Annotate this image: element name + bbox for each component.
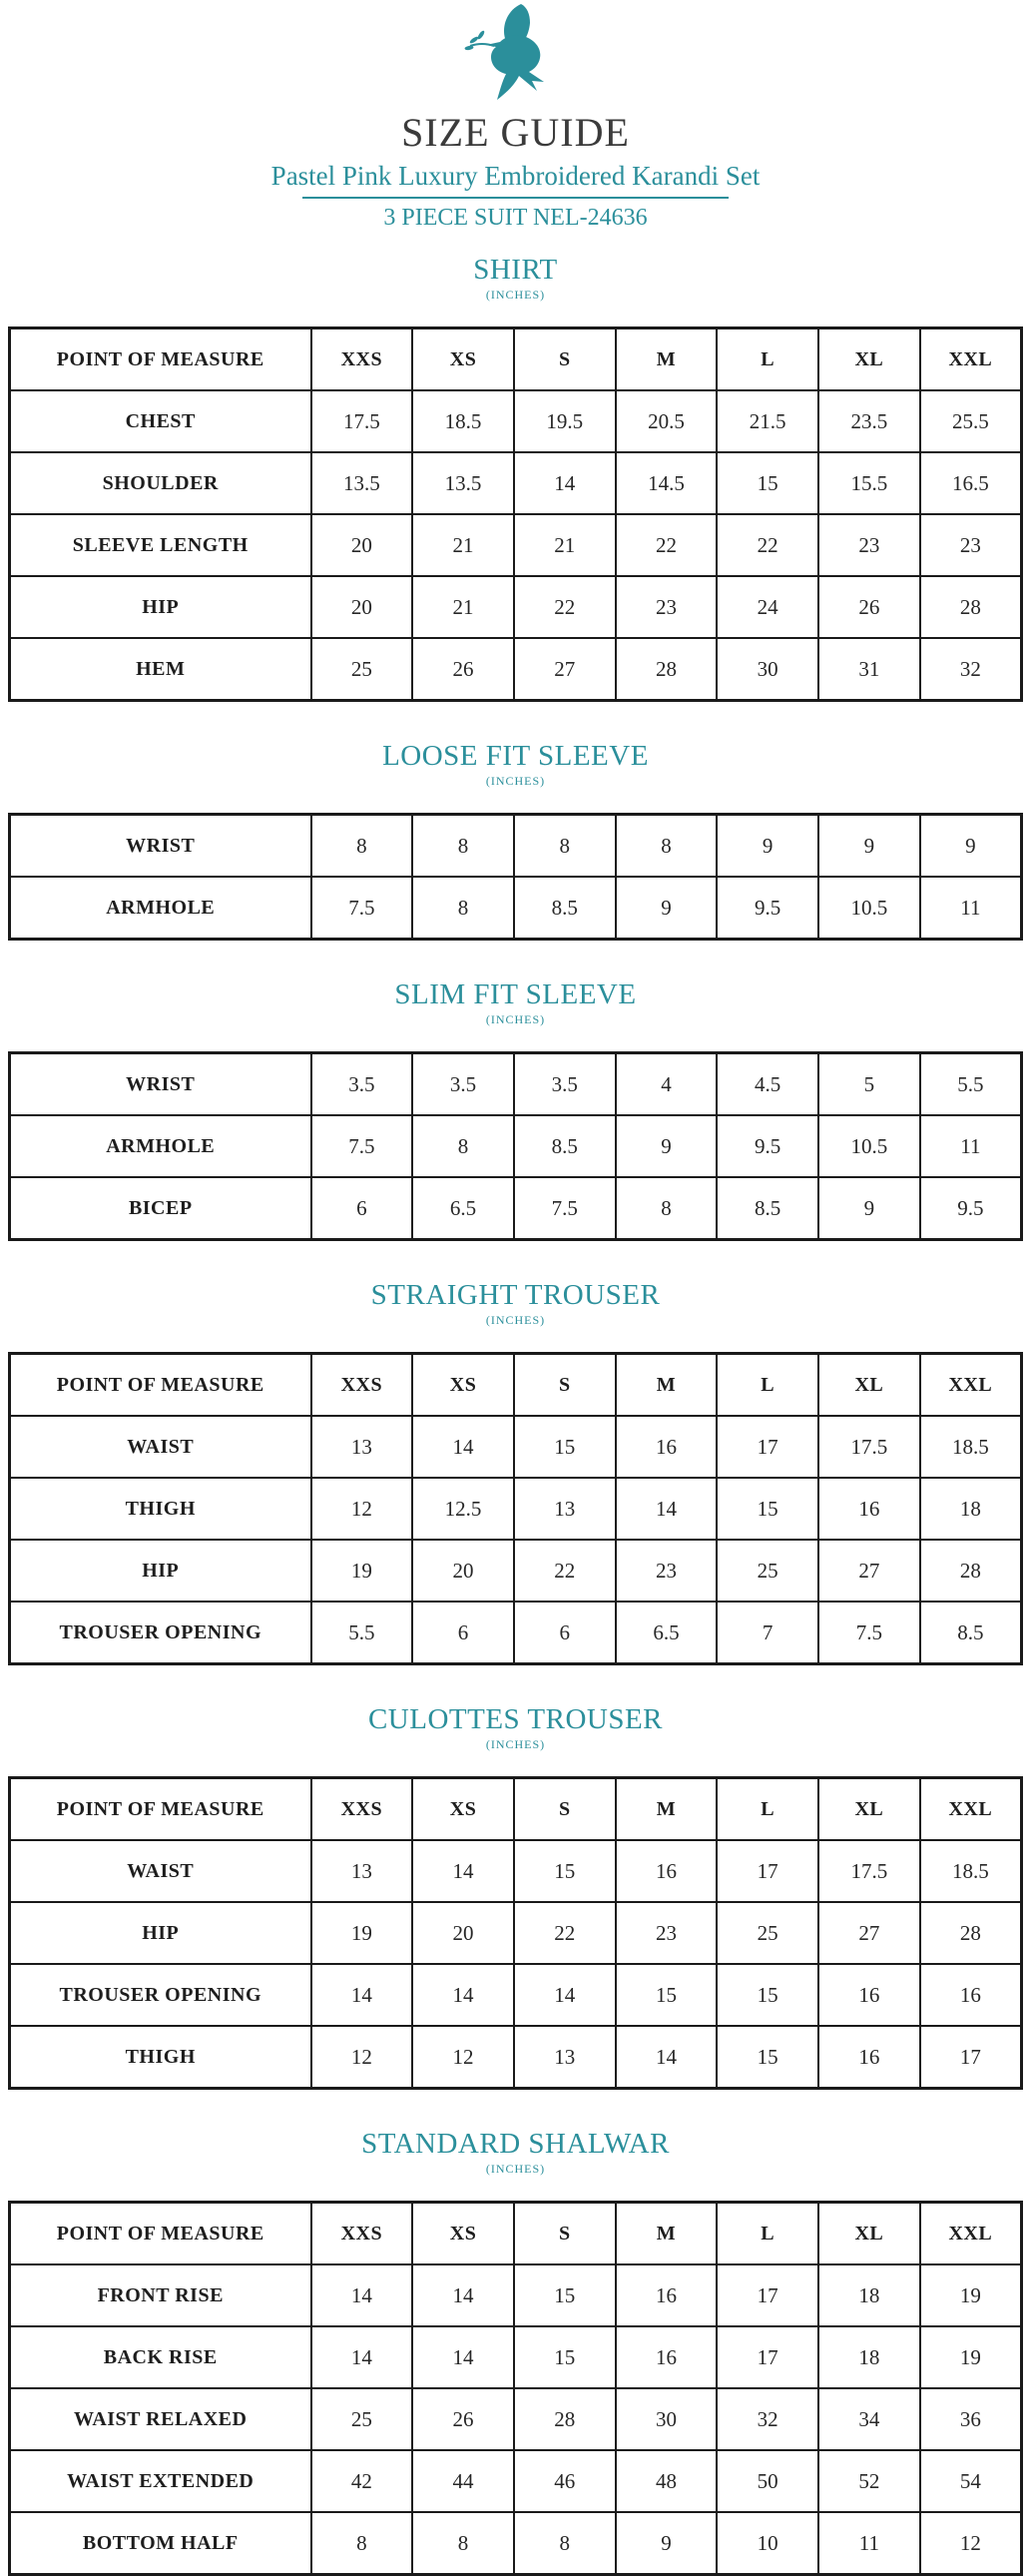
- size-column-header: XL: [818, 1778, 920, 1841]
- measurement-value: 16: [818, 1964, 920, 2026]
- measurement-value: 14: [311, 2264, 413, 2326]
- size-column-header: M: [616, 328, 718, 391]
- measurement-value: 16.5: [920, 452, 1022, 514]
- measurement-value: 17: [717, 1840, 818, 1902]
- section-unit-label: (INCHES): [485, 1012, 546, 1026]
- measurement-value: 3.5: [412, 1053, 514, 1116]
- measurement-value: 12: [412, 2026, 514, 2089]
- measurement-value: 8: [311, 815, 413, 878]
- measurement-label: WRIST: [10, 1053, 311, 1116]
- measurement-value: 36: [920, 2388, 1022, 2450]
- measurement-value: 8: [514, 815, 616, 878]
- measurement-value: 10: [717, 2512, 818, 2575]
- measurement-value: 10.5: [818, 877, 920, 940]
- section-unit-label: (INCHES): [485, 1737, 546, 1751]
- measurement-value: 23.5: [818, 390, 920, 452]
- measurement-value: 25: [311, 2388, 413, 2450]
- measurement-value: 15: [514, 1416, 616, 1478]
- measurement-row: [10, 514, 1022, 576]
- measurement-row: [10, 815, 1022, 878]
- measurement-value: 14: [412, 1964, 514, 2026]
- measurement-value: 9: [920, 815, 1022, 878]
- measurement-value: 14: [514, 452, 616, 514]
- measurement-value: 13.5: [311, 452, 413, 514]
- measurement-value: 18: [818, 2326, 920, 2388]
- size-column-header: XS: [412, 1778, 514, 1841]
- size-column-header: XXS: [311, 1778, 413, 1841]
- size-column-header: M: [616, 1354, 718, 1417]
- point-of-measure-header: POINT OF MEASURE: [10, 328, 311, 391]
- size-column-header: XXS: [311, 328, 413, 391]
- measurement-value: 21: [412, 576, 514, 638]
- measurement-row: [10, 1840, 1022, 1902]
- measurement-value: 23: [616, 1902, 718, 1964]
- measurement-value: 25: [717, 1902, 818, 1964]
- measurement-value: 8: [412, 815, 514, 878]
- measurement-value: 3.5: [514, 1053, 616, 1116]
- measurement-value: 6: [311, 1177, 413, 1240]
- section-standard-shalwar: [0, 2128, 1031, 2576]
- measurement-value: 7: [717, 1602, 818, 1664]
- measurement-value: 22: [514, 576, 616, 638]
- section-slim-fit-sleeve: [0, 978, 1031, 1241]
- measurement-value: 30: [717, 638, 818, 701]
- measurement-value: 14: [412, 2326, 514, 2388]
- measurement-label: THIGH: [10, 1478, 311, 1540]
- measurement-value: 32: [920, 638, 1022, 701]
- measurement-row: [10, 1602, 1022, 1664]
- measurement-value: 12.5: [412, 1478, 514, 1540]
- size-column-header: S: [514, 2203, 616, 2265]
- size-column-header-row: [10, 1778, 1022, 1841]
- measurement-value: 20: [412, 1902, 514, 1964]
- measurement-value: 19: [311, 1902, 413, 1964]
- size-column-header-row: [10, 1354, 1022, 1417]
- section-straight-trouser: [0, 1279, 1031, 1665]
- measurement-value: 16: [920, 1964, 1022, 2026]
- point-of-measure-header: POINT OF MEASURE: [10, 2203, 311, 2265]
- measurement-row: [10, 390, 1022, 452]
- section-culottes-trouser: [0, 1703, 1031, 2090]
- measurement-value: 15: [717, 2026, 818, 2089]
- measurement-value: 8: [412, 877, 514, 940]
- shirt-size-table: [8, 326, 1023, 702]
- measurement-value: 14: [514, 1964, 616, 2026]
- measurement-value: 20: [311, 576, 413, 638]
- size-column-header: M: [616, 2203, 718, 2265]
- measurement-value: 9.5: [920, 1177, 1022, 1240]
- measurement-value: 17: [717, 2326, 818, 2388]
- measurement-value: 9: [616, 2512, 718, 2575]
- measurement-value: 28: [920, 1902, 1022, 1964]
- point-of-measure-header: POINT OF MEASURE: [10, 1778, 311, 1841]
- section-title-shirt: SHIRT: [473, 254, 558, 286]
- measurement-value: 28: [514, 2388, 616, 2450]
- measurement-label: TROUSER OPENING: [10, 1602, 311, 1664]
- measurement-value: 14: [412, 1416, 514, 1478]
- measurement-row: [10, 1177, 1022, 1240]
- measurement-row: [10, 1540, 1022, 1602]
- measurement-value: 21: [412, 514, 514, 576]
- culottes-trouser-size-table: [8, 1776, 1023, 2090]
- measurement-value: 14: [412, 2264, 514, 2326]
- measurement-label: TROUSER OPENING: [10, 1964, 311, 2026]
- measurement-value: 14: [412, 1840, 514, 1902]
- measurement-value: 5: [818, 1053, 920, 1116]
- measurement-value: 16: [818, 1478, 920, 1540]
- measurement-value: 16: [818, 2026, 920, 2089]
- section-unit-label: (INCHES): [485, 288, 546, 302]
- measurement-value: 15.5: [818, 452, 920, 514]
- measurement-value: 14: [311, 2326, 413, 2388]
- measurement-value: 10.5: [818, 1115, 920, 1177]
- measurement-value: 6: [514, 1602, 616, 1664]
- measurement-value: 14.5: [616, 452, 718, 514]
- measurement-value: 15: [616, 1964, 718, 2026]
- measurement-value: 44: [412, 2450, 514, 2512]
- measurement-value: 9: [616, 1115, 718, 1177]
- size-column-header: S: [514, 1354, 616, 1417]
- measurement-value: 19: [920, 2326, 1022, 2388]
- measurement-value: 6.5: [412, 1177, 514, 1240]
- measurement-value: 4.5: [717, 1053, 818, 1116]
- size-column-header: XXL: [920, 1778, 1022, 1841]
- measurement-value: 24: [717, 576, 818, 638]
- measurement-value: 28: [616, 638, 718, 701]
- measurement-value: 8: [514, 2512, 616, 2575]
- measurement-value: 8.5: [717, 1177, 818, 1240]
- measurement-row: [10, 1416, 1022, 1478]
- measurement-value: 18.5: [920, 1840, 1022, 1902]
- measurement-row: [10, 576, 1022, 638]
- measurement-value: 6: [412, 1602, 514, 1664]
- brand-logo: [0, 4, 1031, 107]
- size-column-header: XXS: [311, 2203, 413, 2265]
- measurement-row: [10, 2388, 1022, 2450]
- measurement-value: 26: [412, 2388, 514, 2450]
- measurement-row: [10, 638, 1022, 701]
- section-title-standard-shalwar: STANDARD SHALWAR: [361, 2128, 670, 2160]
- point-of-measure-header: POINT OF MEASURE: [10, 1354, 311, 1417]
- section-unit-label: (INCHES): [485, 2162, 546, 2176]
- size-column-header: S: [514, 328, 616, 391]
- product-code: 3 PIECE SUIT NEL-24636: [383, 205, 648, 231]
- measurement-value: 27: [514, 638, 616, 701]
- measurement-value: 15: [514, 1840, 616, 1902]
- measurement-value: 25: [717, 1540, 818, 1602]
- measurement-value: 28: [920, 1540, 1022, 1602]
- measurement-value: 7.5: [818, 1602, 920, 1664]
- measurement-value: 23: [616, 576, 718, 638]
- measurement-value: 18: [920, 1478, 1022, 1540]
- measurement-value: 15: [717, 1964, 818, 2026]
- measurement-value: 17.5: [311, 390, 413, 452]
- measurement-value: 16: [616, 2326, 718, 2388]
- measurement-value: 23: [818, 514, 920, 576]
- measurement-value: 13.5: [412, 452, 514, 514]
- measurement-value: 26: [818, 576, 920, 638]
- measurement-row: [10, 452, 1022, 514]
- size-column-header: L: [717, 328, 818, 391]
- measurement-value: 23: [616, 1540, 718, 1602]
- measurement-label: SHOULDER: [10, 452, 311, 514]
- measurement-value: 42: [311, 2450, 413, 2512]
- measurement-label: CHEST: [10, 390, 311, 452]
- measurement-value: 13: [311, 1840, 413, 1902]
- measurement-value: 8.5: [920, 1602, 1022, 1664]
- size-column-header: XXL: [920, 1354, 1022, 1417]
- measurement-label: WAIST: [10, 1416, 311, 1478]
- measurement-value: 27: [818, 1540, 920, 1602]
- measurement-value: 12: [920, 2512, 1022, 2575]
- measurement-value: 25: [311, 638, 413, 701]
- measurement-value: 28: [920, 576, 1022, 638]
- measurement-row: [10, 1115, 1022, 1177]
- measurement-row: [10, 1902, 1022, 1964]
- measurement-value: 21: [514, 514, 616, 576]
- measurement-value: 11: [920, 877, 1022, 940]
- measurement-label: BICEP: [10, 1177, 311, 1240]
- measurement-value: 21.5: [717, 390, 818, 452]
- size-column-header: XS: [412, 1354, 514, 1417]
- measurement-value: 14: [616, 2026, 718, 2089]
- measurement-value: 32: [717, 2388, 818, 2450]
- measurement-row: [10, 2326, 1022, 2388]
- measurement-value: 9: [818, 815, 920, 878]
- measurement-value: 34: [818, 2388, 920, 2450]
- size-column-header: XL: [818, 2203, 920, 2265]
- measurement-row: [10, 877, 1022, 940]
- section-title-slim-fit-sleeve: SLIM FIT SLEEVE: [394, 978, 637, 1010]
- measurement-value: 52: [818, 2450, 920, 2512]
- measurement-value: 8: [616, 1177, 718, 1240]
- size-column-header: XS: [412, 328, 514, 391]
- measurement-value: 23: [920, 514, 1022, 576]
- measurement-row: [10, 2512, 1022, 2575]
- size-column-header: XXL: [920, 328, 1022, 391]
- measurement-value: 16: [616, 2264, 718, 2326]
- measurement-row: [10, 1053, 1022, 1116]
- measurement-value: 9.5: [717, 1115, 818, 1177]
- measurement-label: ARMHOLE: [10, 877, 311, 940]
- measurement-value: 26: [412, 638, 514, 701]
- measurement-value: 20: [311, 514, 413, 576]
- header-divider: [302, 197, 729, 199]
- slim-fit-sleeve-size-table: [8, 1051, 1023, 1241]
- size-column-header: XL: [818, 328, 920, 391]
- loose-fit-sleeve-size-table: [8, 813, 1023, 941]
- section-unit-label: (INCHES): [485, 774, 546, 788]
- section-title-culottes-trouser: CULOTTES TROUSER: [367, 1703, 664, 1735]
- measurement-row: [10, 1478, 1022, 1540]
- dove-with-olive-branch-icon: [464, 4, 568, 102]
- measurement-value: 9: [717, 815, 818, 878]
- standard-shalwar-size-table: [8, 2201, 1023, 2576]
- measurement-value: 6.5: [616, 1602, 718, 1664]
- size-column-header: XXS: [311, 1354, 413, 1417]
- measurement-value: 22: [514, 1902, 616, 1964]
- measurement-value: 17.5: [818, 1416, 920, 1478]
- size-column-header: L: [717, 1354, 818, 1417]
- measurement-label: FRONT RISE: [10, 2264, 311, 2326]
- measurement-value: 25.5: [920, 390, 1022, 452]
- measurement-label: BOTTOM HALF: [10, 2512, 311, 2575]
- measurement-value: 5.5: [311, 1602, 413, 1664]
- measurement-value: 7.5: [311, 1115, 413, 1177]
- measurement-value: 27: [818, 1902, 920, 1964]
- measurement-value: 17.5: [818, 1840, 920, 1902]
- measurement-label: WAIST RELAXED: [10, 2388, 311, 2450]
- measurement-label: WRIST: [10, 815, 311, 878]
- measurement-value: 15: [514, 2326, 616, 2388]
- measurement-value: 7.5: [311, 877, 413, 940]
- measurement-row: [10, 1964, 1022, 2026]
- measurement-value: 48: [616, 2450, 718, 2512]
- measurement-value: 17: [717, 2264, 818, 2326]
- measurement-value: 3.5: [311, 1053, 413, 1116]
- product-subtitle: Pastel Pink Luxury Embroidered Karandi Set: [270, 161, 761, 191]
- measurement-value: 30: [616, 2388, 718, 2450]
- measurement-value: 17: [717, 1416, 818, 1478]
- measurement-value: 7.5: [514, 1177, 616, 1240]
- size-column-header: XXL: [920, 2203, 1022, 2265]
- measurement-value: 8.5: [514, 877, 616, 940]
- size-column-header: XS: [412, 2203, 514, 2265]
- straight-trouser-size-table: [8, 1352, 1023, 1665]
- measurement-value: 19: [311, 1540, 413, 1602]
- measurement-value: 15: [514, 2264, 616, 2326]
- measurement-value: 17: [920, 2026, 1022, 2089]
- measurement-value: 4: [616, 1053, 718, 1116]
- section-title-loose-fit-sleeve: LOOSE FIT SLEEVE: [382, 740, 649, 772]
- measurement-value: 8: [311, 2512, 413, 2575]
- measurement-value: 19.5: [514, 390, 616, 452]
- size-column-header: S: [514, 1778, 616, 1841]
- measurement-value: 13: [514, 1478, 616, 1540]
- measurement-value: 13: [311, 1416, 413, 1478]
- measurement-value: 15: [717, 1478, 818, 1540]
- measurement-value: 22: [514, 1540, 616, 1602]
- measurement-label: HIP: [10, 1902, 311, 1964]
- measurement-value: 20.5: [616, 390, 718, 452]
- measurement-value: 50: [717, 2450, 818, 2512]
- section-loose-fit-sleeve: [0, 740, 1031, 941]
- measurement-value: 9: [616, 877, 718, 940]
- measurement-row: [10, 2264, 1022, 2326]
- measurement-value: 8: [616, 815, 718, 878]
- measurement-value: 31: [818, 638, 920, 701]
- measurement-value: 12: [311, 1478, 413, 1540]
- measurement-value: 54: [920, 2450, 1022, 2512]
- measurement-label: SLEEVE LENGTH: [10, 514, 311, 576]
- measurement-label: HIP: [10, 1540, 311, 1602]
- size-sections: [0, 254, 1031, 2576]
- measurement-value: 5.5: [920, 1053, 1022, 1116]
- measurement-value: 22: [717, 514, 818, 576]
- size-column-header: L: [717, 1778, 818, 1841]
- measurement-row: [10, 2450, 1022, 2512]
- measurement-value: 8.5: [514, 1115, 616, 1177]
- measurement-value: 11: [920, 1115, 1022, 1177]
- measurement-value: 20: [412, 1540, 514, 1602]
- measurement-label: HEM: [10, 638, 311, 701]
- page-title: SIZE GUIDE: [401, 110, 630, 155]
- measurement-label: THIGH: [10, 2026, 311, 2089]
- measurement-label: BACK RISE: [10, 2326, 311, 2388]
- measurement-value: 19: [920, 2264, 1022, 2326]
- measurement-value: 9.5: [717, 877, 818, 940]
- measurement-value: 9: [818, 1177, 920, 1240]
- measurement-value: 8: [412, 1115, 514, 1177]
- measurement-label: HIP: [10, 576, 311, 638]
- size-column-header: L: [717, 2203, 818, 2265]
- size-column-header: XL: [818, 1354, 920, 1417]
- measurement-value: 14: [311, 1964, 413, 2026]
- measurement-value: 18.5: [412, 390, 514, 452]
- measurement-value: 18.5: [920, 1416, 1022, 1478]
- measurement-label: ARMHOLE: [10, 1115, 311, 1177]
- measurement-value: 15: [717, 452, 818, 514]
- measurement-label: WAIST: [10, 1840, 311, 1902]
- measurement-value: 8: [412, 2512, 514, 2575]
- measurement-value: 12: [311, 2026, 413, 2089]
- measurement-value: 22: [616, 514, 718, 576]
- measurement-value: 13: [514, 2026, 616, 2089]
- size-column-header: M: [616, 1778, 718, 1841]
- measurement-value: 16: [616, 1416, 718, 1478]
- measurement-label: WAIST EXTENDED: [10, 2450, 311, 2512]
- measurement-value: 18: [818, 2264, 920, 2326]
- measurement-row: [10, 2026, 1022, 2089]
- measurement-value: 11: [818, 2512, 920, 2575]
- measurement-value: 46: [514, 2450, 616, 2512]
- measurement-value: 16: [616, 1840, 718, 1902]
- section-shirt: [0, 254, 1031, 702]
- section-title-straight-trouser: STRAIGHT TROUSER: [370, 1279, 661, 1311]
- measurement-value: 14: [616, 1478, 718, 1540]
- section-unit-label: (INCHES): [485, 1313, 546, 1327]
- size-column-header-row: [10, 2203, 1022, 2265]
- size-column-header-row: [10, 328, 1022, 391]
